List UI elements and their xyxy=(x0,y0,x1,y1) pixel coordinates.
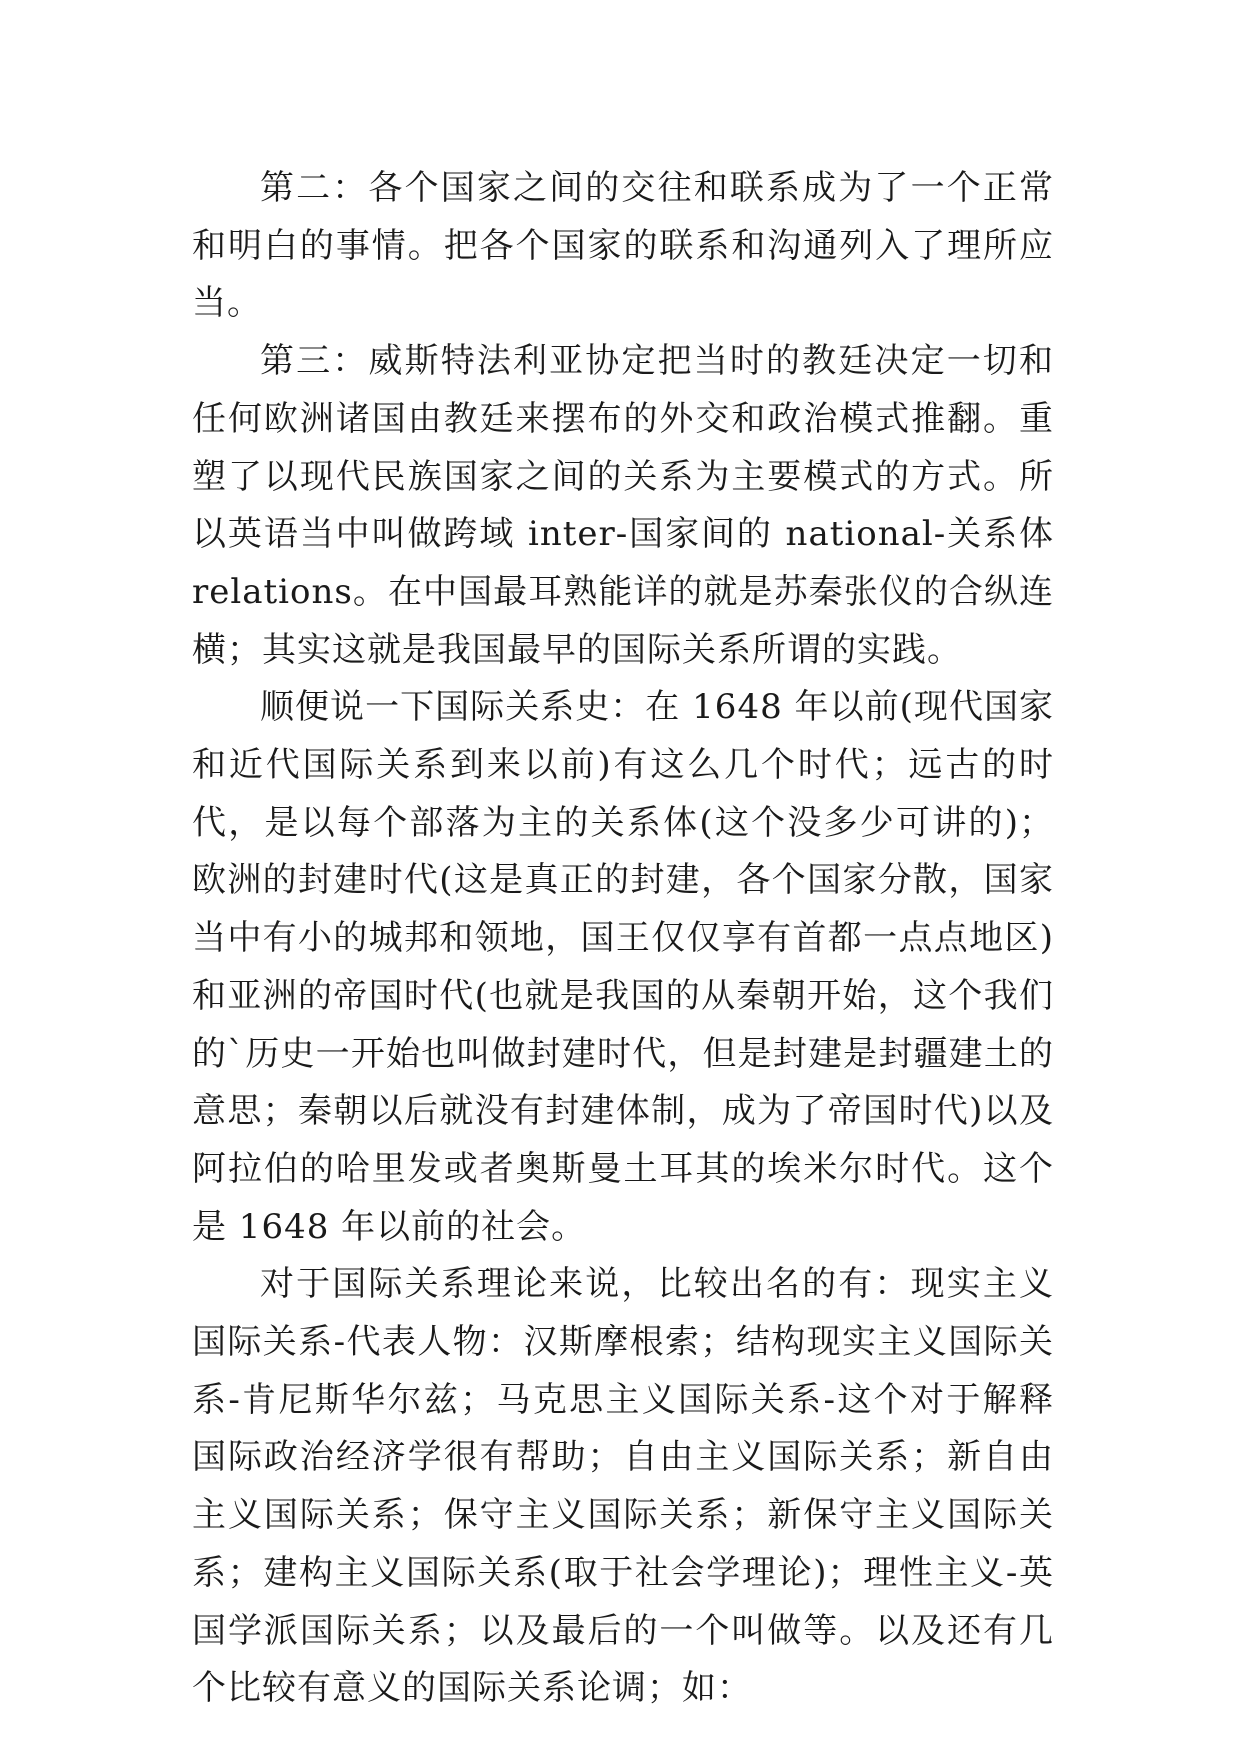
document-body xyxy=(192,160,1054,1718)
paragraph-third-point: 第三：威斯特法利亚协定把当时的教廷决定一切和任何欧洲诸国由教廷来摆布的外交和政治模式推翻。重塑了以现代民族国家之间的关系为主要模式的方式。所以英语当中叫做跨域 inter-国家间的 national-关系体 relations。在中国最耳熟能详的就是苏秦张仪的合纵连横；其实这就是我国最早的国际关系所谓的实践。 xyxy=(192,341,1054,670)
paragraph-theories: 对于国际关系理论来说，比较出名的有：现实主义国际关系-代表人物：汉斯摩根索；结构现实主义国际关系-肯尼斯华尔兹；马克思主义国际关系-这个对于解释国际政治经济学很有帮助；自由主义国际关系；新自由主义国际关系；保守主义国际关系；新保守主义国际关系；建构主义国际关系(取于社会学理论)；理性主义-英国学派国际关系；以及最后的一个叫做等。以及还有几个比较有意义的国际关系论调；如： xyxy=(192,1264,1054,1709)
paragraph-second-point: 第二：各个国家之间的交往和联系成为了一个正常和明白的事情。把各个国家的联系和沟通列入了理所应当。 xyxy=(192,168,1054,324)
paragraph-history: 顺便说一下国际关系史：在 1648 年以前(现代国家和近代国际关系到来以前)有这么几个时代；远古的时代，是以每个部落为主的关系体(这个没多少可讲的)；欧洲的封建时代(这是真正的封建，各个国家分散，国家当中有小的城邦和领地，国王仅仅享有首都一点点地区)和亚洲的帝国时代(也就是我国的从秦朝开始，这个我们的`历史一开始也叫做封建时代，但是封建是封疆建土的意思；秦朝以后就没有封建体制，成为了帝国时代)以及阿拉伯的哈里发或者奥斯曼土耳其的埃米尔时代。这个是 1648 年以前的社会。 xyxy=(192,687,1054,1247)
